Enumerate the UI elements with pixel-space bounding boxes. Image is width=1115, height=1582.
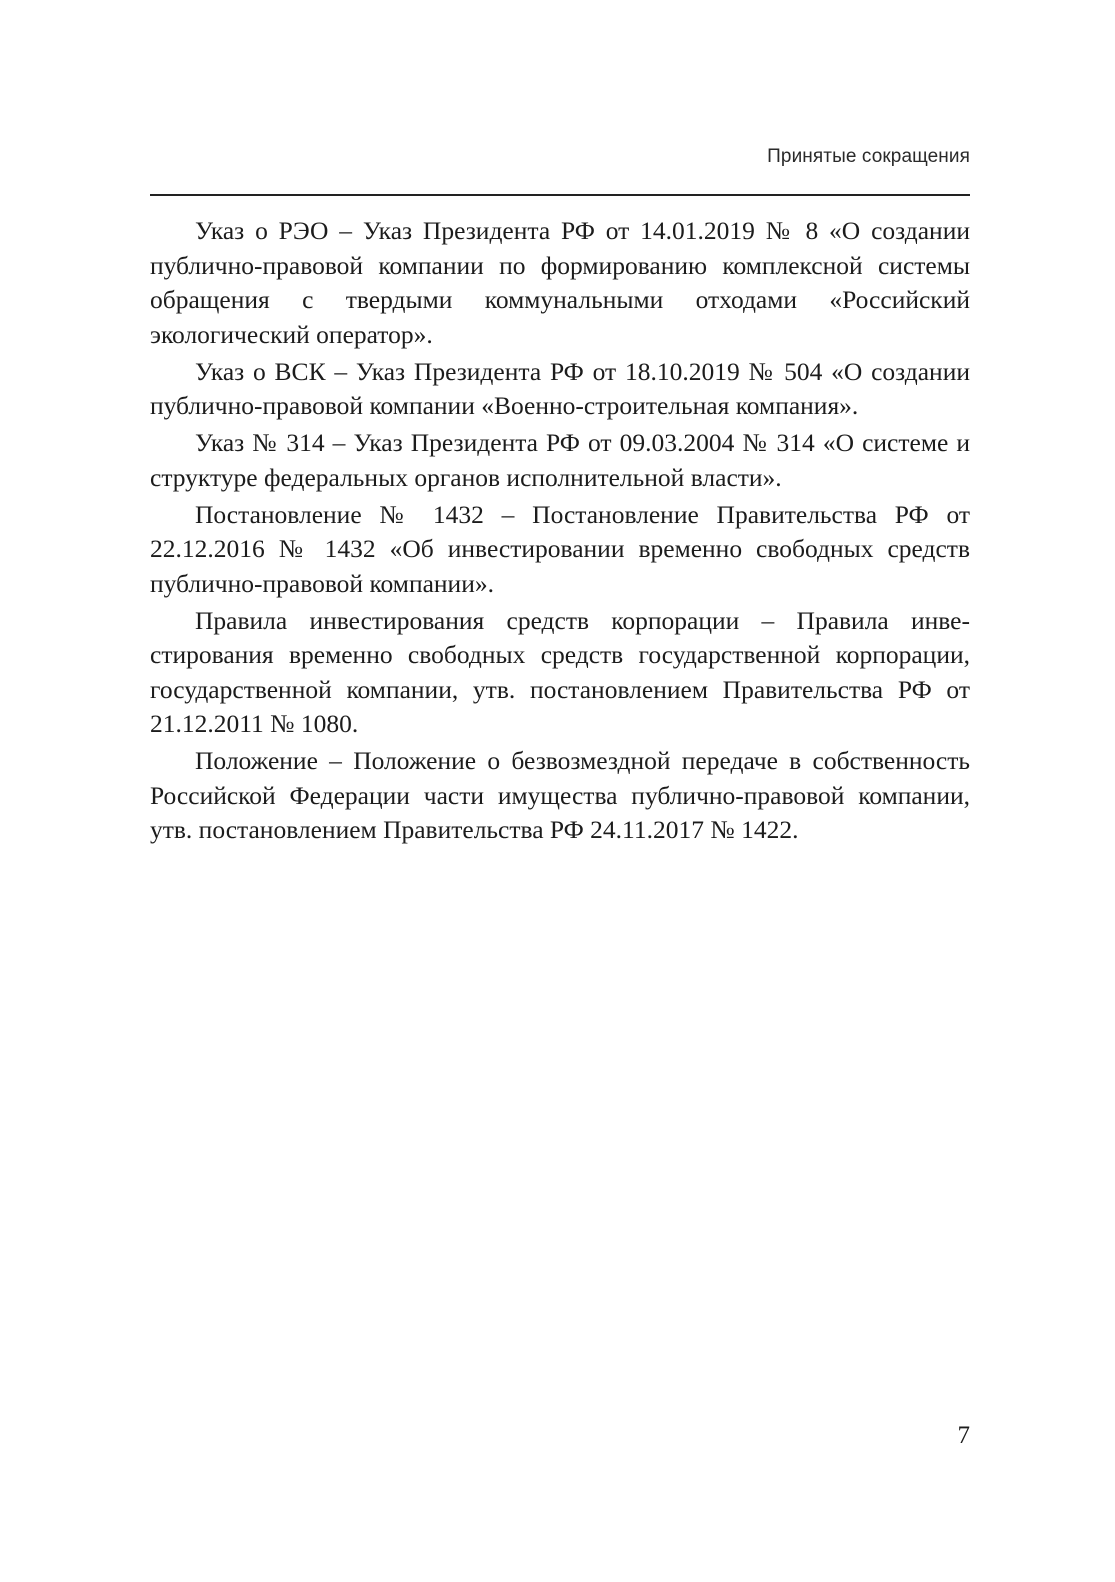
page-number: 7 bbox=[957, 1422, 970, 1449]
abbreviations-list bbox=[150, 214, 970, 850]
abbreviation-entry: Положение – Положение о безвозмездной передаче в собственность Российской Федерации части имущества публично-правовой компании, утв. постановлением Правительства РФ 24.11.2017 № 1422. bbox=[150, 746, 970, 844]
header-divider bbox=[150, 194, 970, 196]
running-header: Принятые сокращения bbox=[767, 146, 970, 167]
abbreviation-entry: Указ о ВСК – Указ Президента РФ от 18.10.2019 № 504 «О создании публично-правовой компании «Военно-строительная компания». bbox=[150, 356, 970, 420]
abbreviation-entry: Указ № 314 – Указ Президента РФ от 09.03.2004 № 314 «О системе и структуре федеральных органов исполнительной власти». bbox=[150, 428, 970, 492]
abbreviation-entry: Правила инвестирования средств корпорации – Правила инвестирования временно свободных средств государственной корпорации, государственной компании, утв. постановлением Правительства РФ от 21.12.2011 № 1080. bbox=[150, 605, 970, 738]
abbreviation-entry: Указ о РЭО – Указ Президента РФ от 14.01.2019 № 8 «О создании публично-правовой компании по формированию комплексной системы обращения с твердыми коммунальными отходами «Российский экологический оператор». bbox=[150, 216, 970, 349]
abbreviation-entry: Постановление № 1432 – Постановление Правительства РФ от 22.12.2016 № 1432 «Об инвестировании временно свободных средств публично-правовой компании». bbox=[150, 499, 970, 598]
